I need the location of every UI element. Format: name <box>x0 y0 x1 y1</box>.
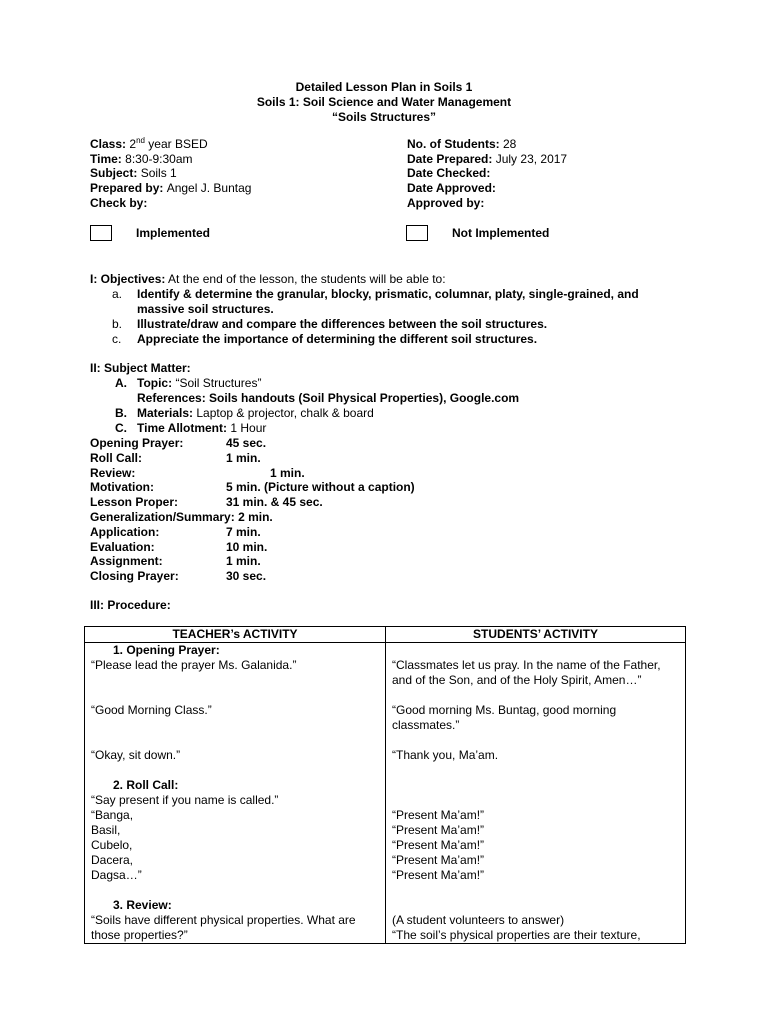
prepared-by-label: Prepared by: <box>90 181 164 196</box>
time-row: Opening Prayer: 45 sec. <box>90 436 267 450</box>
objectives-section <box>90 272 710 347</box>
present-response: “Present Ma’am!” <box>392 808 485 822</box>
objectives-heading: I: Objectives: At the end of the lesson, the students will be able to: <box>90 272 446 286</box>
prepared-by-value: Angel J. Buntag <box>166 181 252 196</box>
materials-value: Laptop & projector, chalk & board <box>193 406 374 420</box>
objective-mark: b. <box>112 317 123 331</box>
student-name: Cubelo, <box>91 838 133 852</box>
objective-item <box>90 332 710 347</box>
present-response: “Present Ma’am!” <box>392 823 485 837</box>
approved-by-label: Approved by: <box>407 195 485 210</box>
date-checked-line <box>407 166 707 181</box>
teacher-activity-cell: 1. Opening Prayer: “Please lead the prayer Ms. Galanida.” “Good Morning Class.” “Okay, sit down.” 2. Roll Call: “Say present if you name is called.” “Banga, Basil, Cubelo, Dacera, Dagsa…” 3. Review: “Soils have different physical properties. What are those properties?” <box>85 643 386 944</box>
objective-item <box>90 287 710 317</box>
time-line <box>90 152 390 167</box>
check-by-line <box>90 196 390 211</box>
prepared-by-line <box>90 181 390 196</box>
students-activity-cell: “Classmates let us pray. In the name of the Father, and of the Son, and of the Holy Spirit, Amen…” “Good morning Ms. Buntag, good morning classmates.” “Thank you, Ma’am. “Present Ma’am!” “Present Ma’am!” “Present Ma’am!” “Present Ma’am!” “Present Ma’am!” (A student volunteers to answer) “The soil’s physical properties are their texture, <box>386 643 686 944</box>
time-row: Generalization/Summary: 2 min. <box>90 509 273 524</box>
students-label: No. of Students: <box>407 137 500 151</box>
time-allotment-label: Time Allotment: <box>137 421 228 435</box>
time-row: Evaluation: 10 min. <box>90 539 268 554</box>
student-name: “Banga, <box>91 808 134 822</box>
time-label: Time: <box>90 151 122 166</box>
time-value: 8:30-9:30am <box>125 151 193 166</box>
info-left-block <box>90 137 390 210</box>
time-row: Roll Call: 1 min. <box>90 450 261 465</box>
objective-item <box>90 317 710 332</box>
document-title <box>0 80 768 125</box>
check-by-label: Check by: <box>90 195 148 210</box>
student-name: Dagsa…” <box>91 868 142 882</box>
students-activity-header: STUDENTS’ ACTIVITY <box>386 627 686 643</box>
time-row: Motivation: 5 min. (Picture without a caption) <box>90 480 415 495</box>
subject-value: Soils 1 <box>140 166 177 181</box>
topic-label: Topic: <box>137 376 173 390</box>
time-row: Review: 1 min. <box>90 465 305 480</box>
materials-label: Materials: <box>137 406 194 420</box>
time-row: Lesson Proper: 31 min. & 45 sec. <box>90 495 323 510</box>
objective-text-cont: massive soil structures. <box>137 302 274 316</box>
objectives-intro: At the end of the lesson, the students will be able to: <box>165 272 446 286</box>
present-response: “Present Ma’am!” <box>392 853 485 867</box>
title-line-1: Detailed Lesson Plan in Soils 1 <box>295 80 473 94</box>
date-prepared-value: July 23, 2017 <box>495 151 568 166</box>
objective-text: Identify & determine the granular, blocky, prismatic, columnar, platy, single-grained, and <box>137 287 639 301</box>
objective-mark: a. <box>112 287 123 301</box>
date-approved-label: Date Approved: <box>407 181 496 196</box>
not-implemented-label: Not Implemented <box>452 226 550 240</box>
topic-value: “Soil Structures” <box>172 376 262 390</box>
implemented-label: Implemented <box>136 226 211 240</box>
table-row <box>85 643 686 944</box>
present-response: “Present Ma’am!” <box>392 838 485 852</box>
info-right-block <box>407 137 707 210</box>
time-row: Closing Prayer: 30 sec. <box>90 569 267 584</box>
procedure-heading: III: Procedure: <box>90 598 171 612</box>
date-approved-line <box>407 181 707 196</box>
materials-line: B. Materials: Laptop & projector, chalk & board <box>115 406 374 420</box>
approved-by-line <box>407 196 707 211</box>
subject-matter-heading: II: Subject Matter: <box>90 361 191 375</box>
student-name: Dacera, <box>91 853 134 867</box>
students-line <box>407 137 707 152</box>
not-implemented-checkbox[interactable] <box>406 225 428 241</box>
date-prepared-line <box>407 152 707 167</box>
students-value: 28 <box>503 137 517 151</box>
opening-prayer-heading: 1. Opening Prayer: <box>113 643 220 657</box>
class-label: Class: <box>90 137 127 151</box>
class-line <box>90 137 390 152</box>
roll-call-heading: 2. Roll Call: <box>113 778 179 792</box>
date-checked-label: Date Checked: <box>407 166 491 181</box>
objective-text: Appreciate the importance of determining the different soil structures. <box>137 332 538 346</box>
references-line: References: Soils handouts (Soil Physical Properties), Google.com <box>137 391 520 405</box>
implemented-checkbox[interactable] <box>90 225 112 241</box>
student-name: Basil, <box>91 823 121 837</box>
present-response: “Present Ma’am!” <box>392 868 485 882</box>
subject-label: Subject: <box>90 166 138 181</box>
time-allotment-value: 1 Hour <box>227 421 267 435</box>
time-row: Assignment: 1 min. <box>90 554 261 569</box>
procedure-table <box>84 626 686 944</box>
title-line-2: Soils 1: Soil Science and Water Management <box>256 95 512 109</box>
objective-text: Illustrate/draw and compare the differences between the soil structures. <box>137 317 548 331</box>
subject-line <box>90 166 390 181</box>
implementation-checkboxes <box>0 225 768 243</box>
time-allotment-line: C. Time Allotment: 1 Hour <box>115 421 267 435</box>
topic-line: A. Topic: “Soil Structures” <box>115 376 262 390</box>
subject-matter-section <box>90 361 710 584</box>
class-value: 2nd year BSED <box>129 136 208 151</box>
title-line-3: “Soils Structures” <box>331 110 437 124</box>
teacher-activity-header: TEACHER’s ACTIVITY <box>85 627 386 643</box>
review-heading: 3. Review: <box>113 898 172 912</box>
date-prepared-label: Date Prepared: <box>407 151 493 166</box>
table-header-row <box>85 627 686 643</box>
objective-mark: c. <box>112 332 122 346</box>
time-row: Application: 7 min. <box>90 524 261 539</box>
